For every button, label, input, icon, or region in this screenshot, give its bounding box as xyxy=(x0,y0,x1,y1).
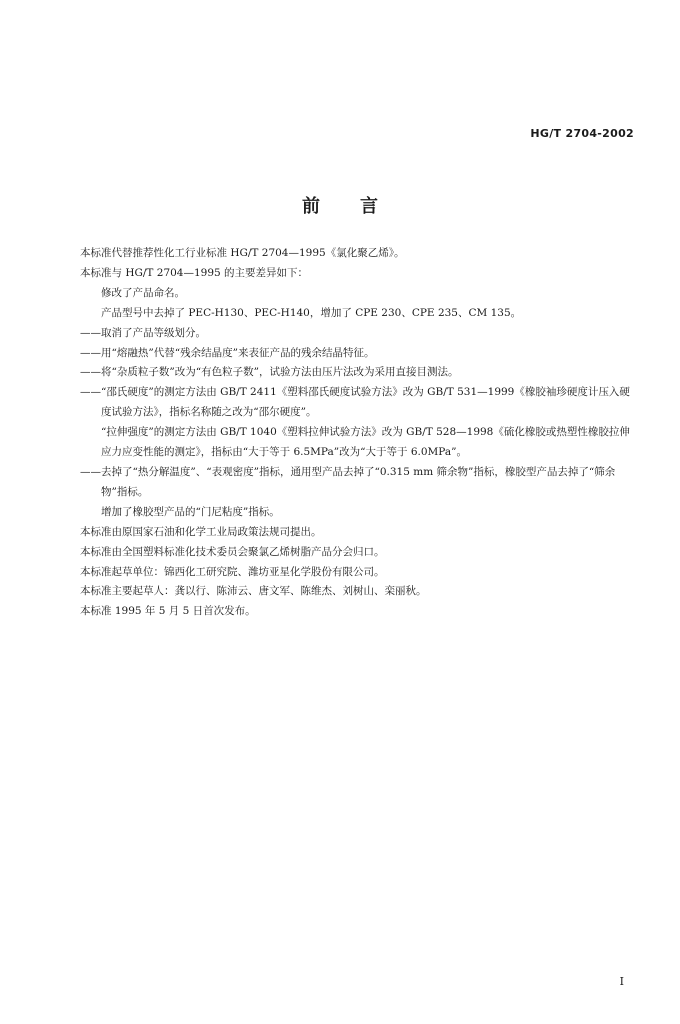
list-item-text: ——“邵氏硬度”的测定方法由 GB/T 2411《塑料邵氏硬度试验方法》改为 GB/T 531—1999《橡胶袖珍硬度计压入硬度试验方法》，指标名称随之改为“邵尔硬度”。 xyxy=(80,386,630,419)
foreword-body xyxy=(80,244,640,622)
list-item: ——取消了产品等级划分。 xyxy=(80,326,206,339)
list-item xyxy=(80,463,640,503)
paragraph-first-published: 本标准 1995 年 5 月 5 日首次发布。 xyxy=(80,605,256,618)
list-item: ——将“杂质粒子数”改为“有色粒子数”，试验方法由压片法改为采用直接目测法。 xyxy=(80,366,459,379)
list-item xyxy=(80,423,640,463)
list-item: 修改了产品命名。 xyxy=(101,286,185,299)
paragraph-drafting-units: 本标准起草单位：锦西化工研究院、潍坊亚星化学股份有限公司。 xyxy=(80,565,385,578)
standard-code: HG/T 2704-2002 xyxy=(530,127,634,140)
list-item: 产品型号中去掉了 PEC-H130、PEC-H140，增加了 CPE 230、CPE 235、CM 135。 xyxy=(101,306,522,319)
paragraph-managed-by: 本标准由全国塑料标准化技术委员会聚氯乙烯树脂产品分会归口。 xyxy=(80,545,385,558)
page-title: 前言 xyxy=(302,196,418,217)
page-number: I xyxy=(619,975,624,988)
list-item: 增加了橡胶型产品的“门尼粘度”指标。 xyxy=(101,505,280,518)
list-item: ——用“熔融热”代替“残余结晶度”来表征产品的残余结晶特征。 xyxy=(80,346,375,359)
paragraph-proposed-by: 本标准由原国家石油和化学工业局政策法规司提出。 xyxy=(80,525,322,538)
paragraph-drafters: 本标准主要起草人：龚以行、陈沛云、唐文军、陈维杰、刘树山、栾丽秋。 xyxy=(80,585,427,598)
list-item-text: “拉伸强度”的测定方法由 GB/T 1040《塑料拉伸试验方法》改为 GB/T 528—1998《硫化橡胶或热塑性橡胶拉伸应力应变性能的测定》，指标由“大于等于 6.5MPa”改为“大于等于 6.0MPa”。 xyxy=(101,426,630,459)
list-item-text: ——去掉了“热分解温度”、“表观密度”指标，通用型产品去掉了“0.315 mm 筛余物”指标，橡胶型产品去掉了“筛余物”指标。 xyxy=(80,465,616,498)
list-item xyxy=(80,383,640,423)
paragraph-replaces: 本标准代替推荐性化工行业标准 HG/T 2704—1995《氯化聚乙烯》。 xyxy=(80,247,405,259)
paragraph-differences-intro: 本标准与 HG/T 2704—1995 的主要差异如下： xyxy=(80,266,309,279)
